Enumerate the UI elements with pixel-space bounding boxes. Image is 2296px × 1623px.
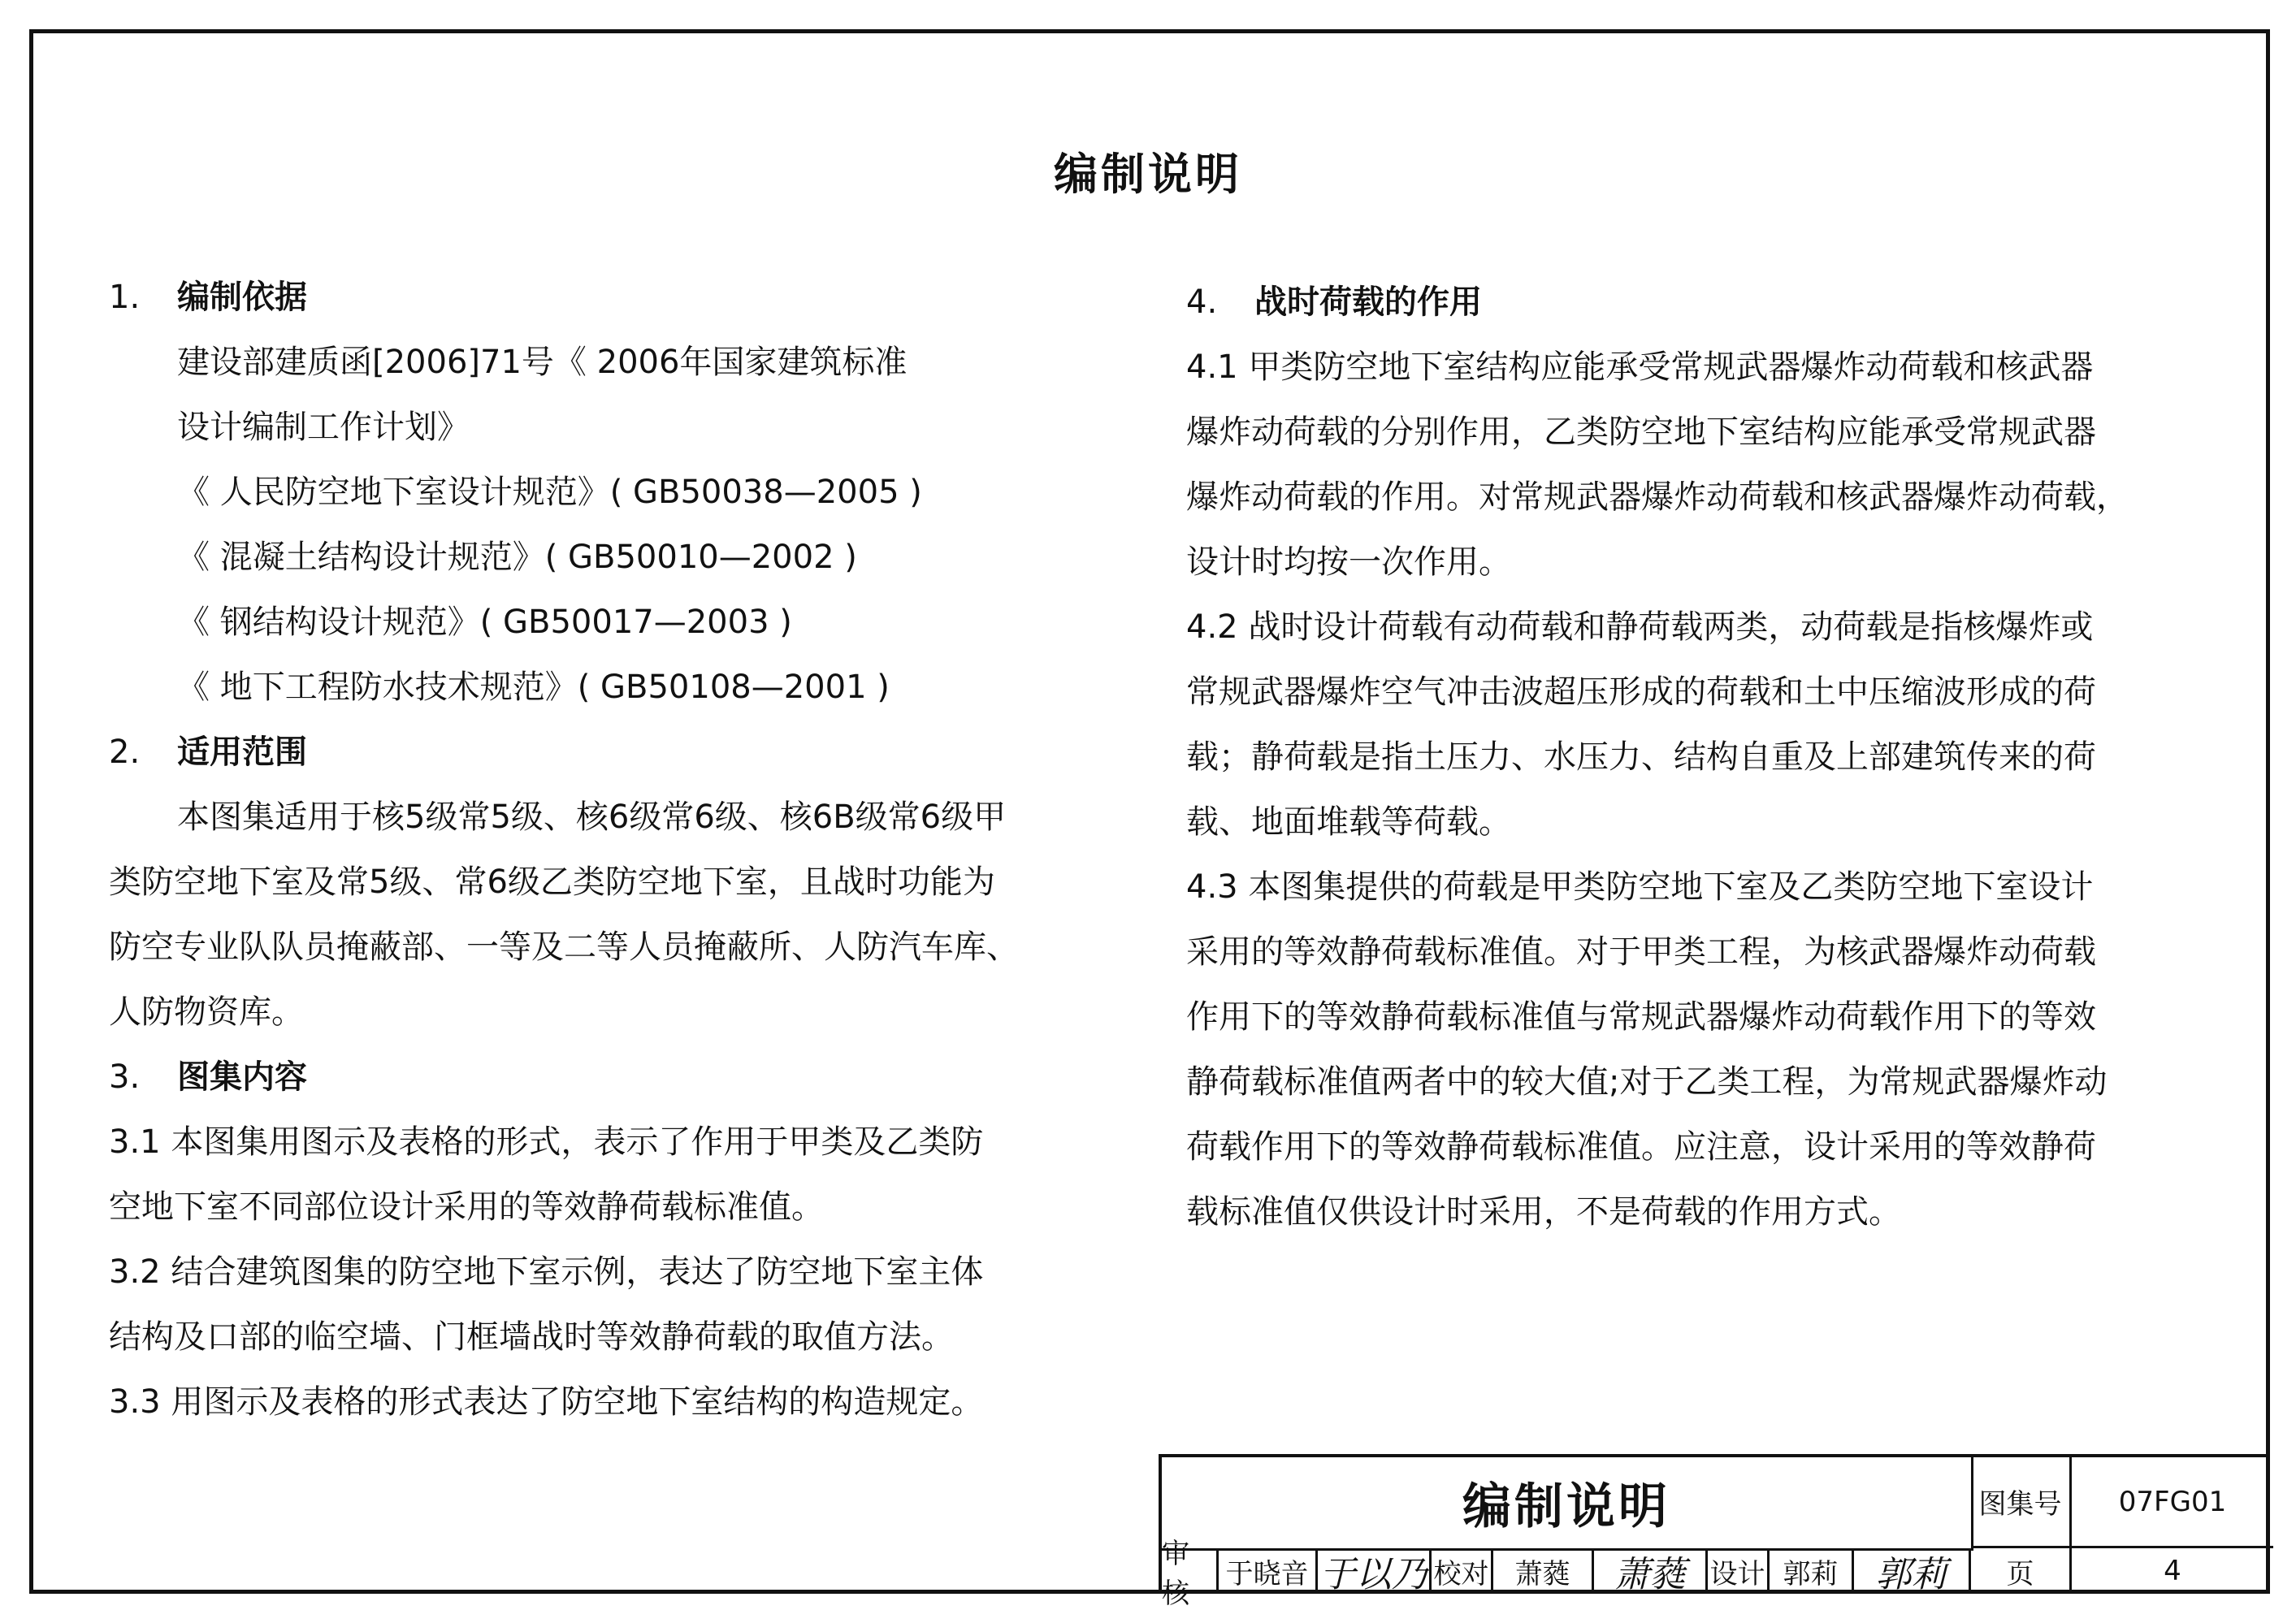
- title-block-title: 编制说明: [1162, 1457, 1973, 1551]
- design-label: 设计: [1708, 1548, 1770, 1594]
- section-1-body: [109, 330, 1068, 720]
- text-line: 结构及口部的临空墙、门框墙战时等效静荷载的取值方法。: [109, 1318, 954, 1356]
- review-label: 审核: [1162, 1548, 1219, 1594]
- section-1-heading: [109, 265, 1068, 330]
- text-line: 常规武器爆炸空气冲击波超压形成的荷载和土中压缩波形成的荷: [1186, 673, 2096, 711]
- section-number: 4.: [1186, 283, 1218, 321]
- section-3-heading: [109, 1045, 1068, 1110]
- section-4-body: [1186, 335, 2150, 1244]
- text-line: 4.1 甲类防空地下室结构应能承受常规武器爆炸动荷载和核武器: [1186, 348, 2094, 386]
- section-2-body: [109, 785, 1068, 1045]
- section-3-body: [109, 1110, 1068, 1435]
- section-title: 战时荷载的作用: [1254, 283, 1482, 321]
- text-line: 《 人民防空地下室设计规范》( GB50038—2005 ): [177, 474, 922, 511]
- reviewer-signature: 于以乃: [1318, 1548, 1432, 1594]
- text-line: 载、地面堆载等荷载。: [1186, 803, 1511, 841]
- page-label: 页: [1971, 1548, 2072, 1594]
- checker-name: 萧蕤: [1493, 1548, 1594, 1594]
- text-line: 建设部建质函[2006]71号《 2006年国家建筑标准: [177, 344, 908, 381]
- text-line: 静荷载标准值两者中的较大值;对于乙类工程，为常规武器爆炸动: [1186, 1063, 2108, 1101]
- text-line: 3.2 结合建筑图集的防空地下室示例，表达了防空地下室主体: [109, 1253, 984, 1291]
- text-line: 4.2 战时设计荷载有动荷载和静荷载两类，动荷载是指核爆炸或: [1186, 608, 2094, 646]
- right-column: [1186, 270, 2150, 1244]
- designer-signature: 郭莉: [1854, 1548, 1971, 1594]
- text-line: 载；静荷载是指土压力、水压力、结构自重及上部建筑传来的荷: [1186, 738, 2096, 776]
- atlas-number: 07FG01: [2072, 1457, 2273, 1548]
- text-line: 4.3 本图集提供的荷载是甲类防空地下室及乙类防空地下室设计: [1186, 868, 2094, 906]
- text-line: 《 钢结构设计规范》( GB50017—2003 ): [177, 604, 792, 641]
- section-number: 3.: [109, 1058, 141, 1096]
- section-number: 2.: [109, 734, 141, 771]
- text-line: 采用的等效静荷载标准值。对于甲类工程，为核武器爆炸动荷载: [1186, 933, 2096, 971]
- section-title: 适用范围: [177, 734, 307, 771]
- text-line: 荷载作用下的等效静荷载标准值。应注意，设计采用的等效静荷: [1186, 1128, 2096, 1166]
- section-title: 编制依据: [177, 279, 307, 316]
- designer-name: 郭莉: [1770, 1548, 1854, 1594]
- text-line: 载标准值仅供设计时采用，不是荷载的作用方式。: [1186, 1193, 1901, 1231]
- text-line: 人防物资库。: [109, 993, 304, 1031]
- text-line: 3.3 用图示及表格的形式表达了防空地下室结构的构造规定。: [109, 1383, 984, 1421]
- text-line: 作用下的等效静荷载标准值与常规武器爆炸动荷载作用下的等效: [1186, 998, 2096, 1036]
- section-title: 图集内容: [177, 1058, 307, 1096]
- text-line: 空地下室不同部位设计采用的等效静荷载标准值。: [109, 1188, 824, 1226]
- section-4-heading: [1186, 270, 2150, 335]
- page-title: 编制说明: [1054, 149, 1242, 200]
- page-number: 4: [2164, 1555, 2181, 1587]
- text-line: 《 地下工程防水技术规范》( GB50108—2001 ): [177, 669, 890, 706]
- text-line: 3.1 本图集用图示及表格的形式，表示了作用于甲类及乙类防: [109, 1123, 984, 1161]
- reviewer-name: 于晓音: [1219, 1548, 1318, 1594]
- text-line: 爆炸动荷载的分别作用，乙类防空地下室结构应能承受常规武器: [1186, 413, 2096, 451]
- section-2-heading: [109, 720, 1068, 785]
- text-line: 爆炸动荷载的作用。对常规武器爆炸动荷载和核武器爆炸动荷载，: [1186, 478, 2129, 516]
- text-line: 设计编制工作计划》: [177, 409, 470, 446]
- text-line: 防空专业队队员掩蔽部、一等及二等人员掩蔽所、人防汽车库、: [109, 928, 1019, 966]
- text-line: 设计时均按一次作用。: [1186, 543, 1511, 581]
- text-line: 类防空地下室及常5级、常6级乙类防空地下室，且战时功能为: [109, 863, 995, 901]
- section-number: 1.: [109, 279, 141, 316]
- left-column: [109, 265, 1068, 1435]
- title-block: [1159, 1454, 2270, 1610]
- text-line: 本图集适用于核5级常5级、核6级常6级、核6B级常6级甲: [177, 799, 1007, 836]
- check-label: 校对: [1432, 1548, 1493, 1594]
- text-line: 《 混凝土结构设计规范》( GB50010—2002 ): [177, 539, 857, 576]
- atlas-number-label: 图集号: [1971, 1457, 2072, 1548]
- checker-signature: 萧蕤: [1594, 1548, 1708, 1594]
